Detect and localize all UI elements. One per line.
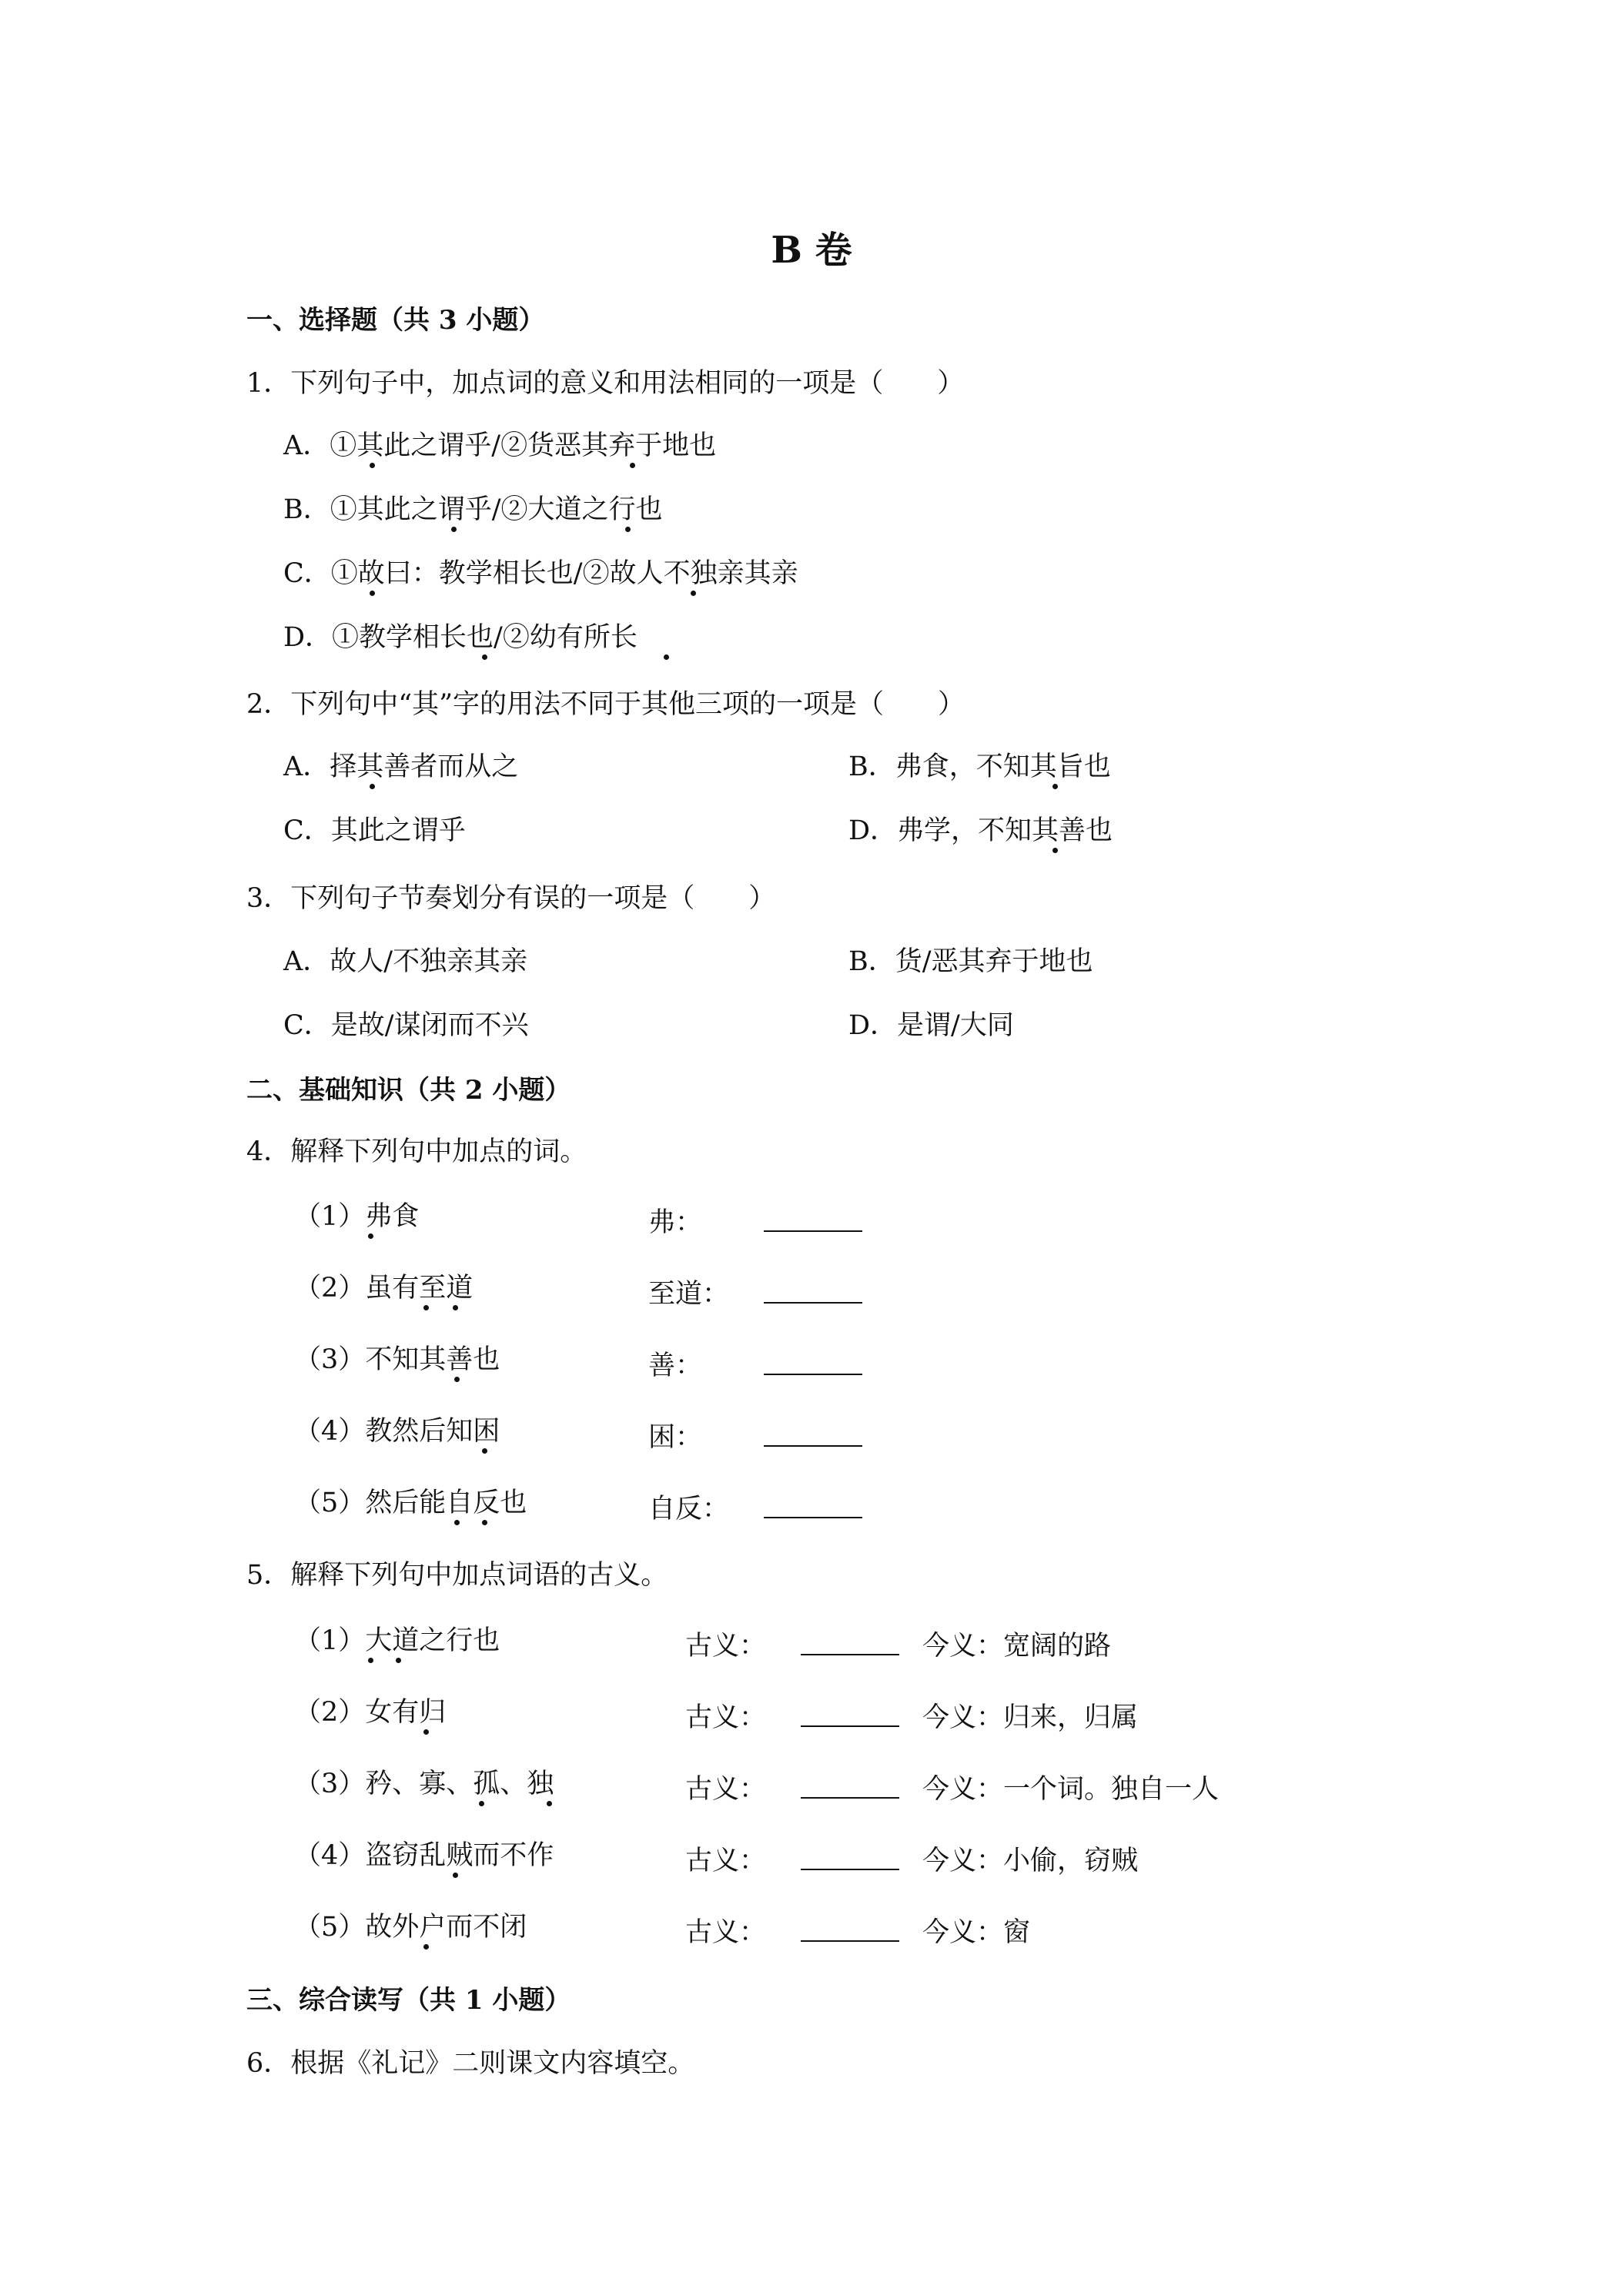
emphasis-dot [547, 1801, 552, 1806]
emphasis-dot [691, 591, 696, 596]
q4-item-4-answer-blank[interactable] [764, 1445, 862, 1447]
emphasis-dot [396, 1658, 401, 1663]
emphasis-dot [1052, 784, 1058, 789]
q5-item-1-sentence: （1）大道之行也 [294, 1625, 500, 1656]
emphasis-dot [451, 527, 457, 532]
q4-item-5-answer-blank[interactable] [764, 1517, 862, 1518]
emphasis-dot [368, 1658, 373, 1663]
emphasis-dot [368, 1233, 373, 1239]
q3-option-b: B．货/恶其弃于地也 [848, 946, 1093, 977]
emphasis-dot [664, 654, 669, 660]
q2-option-b: B．弗食，不知其旨也 [848, 751, 1111, 782]
q5-item-1-ancient-label: 古义： [685, 1631, 767, 1662]
q4-item-5-label: 自反： [648, 1494, 730, 1525]
q5-item-2-ancient-label: 古义： [685, 1702, 767, 1733]
emphasis-dot [423, 1729, 429, 1735]
emphasis-dot [370, 784, 375, 789]
emphasis-dot [454, 1520, 460, 1525]
q4-item-4-sentence: （4）教然后知困 [294, 1416, 500, 1447]
q5-item-5-modern: 今义：窗 [922, 1917, 1031, 1948]
question-4-stem: 4．解释下列句中加点的词。 [246, 1136, 587, 1167]
emphasis-dot [370, 591, 375, 596]
question-6-stem: 6．根据《礼记》二则课文内容填空。 [246, 2048, 695, 2079]
q3-option-c: C．是故/谋闭而不兴 [283, 1010, 529, 1041]
q1-option-b: B．①其此之谓乎/②大道之行也 [283, 494, 663, 525]
q1-option-d: D．①教学相长也/②幼有所长 [283, 622, 637, 653]
q5-item-3-ancient-label: 古义： [685, 1774, 767, 1805]
question-2-stem: 2．下列句中“其”字的用法不同于其他三项的一项是（ ） [246, 689, 965, 720]
q4-item-1-answer-blank[interactable] [764, 1230, 862, 1232]
emphasis-dot [630, 463, 635, 468]
q5-item-5-ancient-label: 古义： [685, 1917, 767, 1948]
q5-item-2-sentence: （2）女有归 [294, 1697, 447, 1728]
q4-item-3-answer-blank[interactable] [764, 1374, 862, 1375]
emphasis-dot [482, 654, 487, 660]
emphasis-dot [453, 1873, 458, 1878]
q4-item-3-label: 善： [648, 1350, 703, 1381]
q3-option-a: A．故人/不独亲其亲 [283, 946, 528, 977]
q1-option-a: A．①其此之谓乎/②货恶其弃于地也 [283, 430, 717, 461]
q4-item-2-answer-blank[interactable] [764, 1302, 862, 1304]
q5-item-1-answer-blank[interactable] [801, 1654, 899, 1655]
q4-item-2-sentence: （2）虽有至道 [294, 1273, 474, 1304]
q4-item-4-label: 困： [648, 1422, 703, 1453]
emphasis-dot [423, 1305, 429, 1310]
emphasis-dot [482, 1448, 487, 1454]
section-heading-choice: 一、选择题（共 3 小题） [246, 305, 545, 336]
q1-option-c: C．①故曰：教学相长也/②故人不独亲其亲 [283, 558, 798, 589]
q4-item-1-label: 弗： [648, 1207, 703, 1238]
emphasis-dot [423, 1944, 429, 1950]
emphasis-dot [625, 527, 631, 532]
question-3-stem: 3．下列句子节奏划分有误的一项是（ ） [246, 883, 776, 914]
q5-item-4-answer-blank[interactable] [801, 1869, 899, 1870]
page-title: B 卷 [771, 229, 852, 272]
q5-item-4-sentence: （4）盗窃乱贼而不作 [294, 1840, 554, 1871]
question-1-stem: 1．下列句子中，加点词的意义和用法相同的一项是（ ） [246, 368, 965, 399]
q5-item-2-modern: 今义：归来，归属 [922, 1702, 1139, 1733]
q5-item-3-modern: 今义：一个词。独自一人 [922, 1774, 1220, 1805]
q5-item-5-answer-blank[interactable] [801, 1940, 899, 1942]
emphasis-dot [1052, 848, 1058, 853]
q5-item-1-modern: 今义：宽阔的路 [922, 1631, 1112, 1662]
q5-item-2-answer-blank[interactable] [801, 1725, 899, 1727]
q5-item-3-answer-blank[interactable] [801, 1797, 899, 1799]
q5-item-4-modern: 今义：小偷，窃贼 [922, 1846, 1139, 1876]
section-heading-reading: 三、综合读写（共 1 小题） [246, 1985, 571, 2016]
section-heading-basics: 二、基础知识（共 2 小题） [246, 1075, 571, 1106]
q5-item-5-sentence: （5）故外户而不闭 [294, 1912, 527, 1943]
emphasis-dot [454, 1377, 460, 1382]
q5-item-4-ancient-label: 古义： [685, 1846, 767, 1876]
q2-option-c: C．其此之谓乎 [283, 815, 466, 846]
q2-option-a: A．择其善者而从之 [283, 751, 519, 782]
q2-option-d: D．弗学，不知其善也 [848, 815, 1113, 846]
q4-item-3-sentence: （3）不知其善也 [294, 1344, 500, 1375]
q4-item-2-label: 至道： [648, 1279, 730, 1310]
emphasis-dot [479, 1801, 484, 1806]
emphasis-dot [370, 463, 375, 468]
q5-item-3-sentence: （3）矜、寡、孤、独 [294, 1769, 554, 1799]
q4-item-1-sentence: （1）弗食 [294, 1201, 420, 1232]
emphasis-dot [482, 1520, 487, 1525]
question-5-stem: 5．解释下列句中加点词语的古义。 [246, 1560, 668, 1591]
emphasis-dot [453, 1305, 458, 1310]
q3-option-d: D．是谓/大同 [848, 1010, 1014, 1041]
q4-item-5-sentence: （5）然后能自反也 [294, 1488, 527, 1518]
